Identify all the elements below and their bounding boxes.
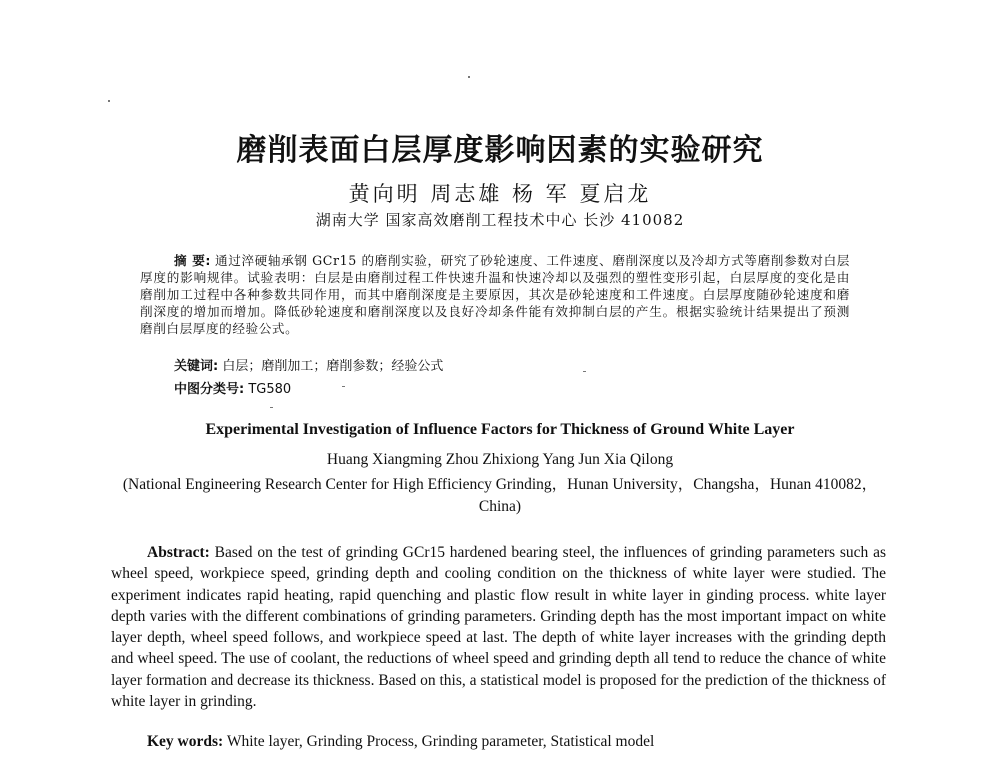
keywords-cn [174, 355, 443, 374]
paper-title-en: Experimental Investigation of Influence Factors for Thickness of Ground White Layer [205, 421, 795, 438]
classification-code: TG580 [248, 382, 292, 397]
abstract-en-text: Based on the test of grinding GCr15 hardened bearing steel, the influences of grinding parameters such as wheel speed, workpiece speed, grinding depth and cooling condition on the thickness of white layer were studied. The experiment indicates rapid heating, rapid quenching and plastic flow result in white layer in ginding process. white layer depth varies with the different combinations of grinding parameters. Grinding depth has the most important impact on white layer depth, wheel speed follows, and workpiece speed at last. The depth of white layer increases with the grinding depth and wheel speed. The use of coolant, the reductions of wheel speed and grinding depth all tend to reduce the chance of white layer formation and decrease its thickness. Based on this, a statistical model is proposed for the prediction of the thickness of white layer in grinding. [111, 544, 887, 711]
keywords-cn-text: 白层；磨削加工；磨削参数；经验公式 [222, 359, 444, 374]
classification-cn [174, 378, 291, 397]
scan-speck [583, 371, 586, 372]
scan-speck [342, 386, 345, 387]
abstract-cn-label: 摘 要: [174, 253, 212, 268]
affiliation-en: (National Engineering Research Center for High Efficiency Grinding，Hunan University，Changsha，Hunan 410082，China) [122, 476, 878, 515]
abstract-cn [140, 252, 850, 337]
classification-label: 中图分类号: [174, 382, 245, 397]
scan-speck [270, 407, 273, 408]
affiliation-cn: 湖南大学 国家高效磨削工程技术中心 长沙 410082 [315, 211, 685, 229]
keywords-en-label: Key words: [147, 733, 224, 750]
scan-speck [468, 76, 470, 78]
scan-speck [108, 100, 110, 102]
keywords-cn-label: 关键词: [174, 359, 219, 374]
abstract-cn-text: 通过淬硬轴承钢 GCr15 的磨削实验，研究了砂轮速度、工件速度、磨削深度以及冷却方式等磨削参数对白层厚度的影响规律。试验表明：白层是由磨削过程工件快速升温和快速冷却以及强烈的塑性变形引起，白层厚度的变化是由磨削加工过程中各种参数共同作用，而其中磨削深度是主要原因，其次是砂轮速度和工件速度。白层厚度随砂轮速度和磨削深度的增加而增加。降低砂轮速度和磨削深度以及良好冷却条件能有效抑制白层的产生。根据实验统计结果提出了预测磨削白层厚度的经验公式。 [140, 253, 850, 336]
paper-title-cn: 磨削表面白层厚度影响因素的实验研究 [236, 133, 764, 168]
keywords-en [147, 733, 654, 751]
authors-en: Huang Xiangming Zhou Zhixiong Yang Jun Xia Qilong [326, 451, 674, 468]
keywords-en-text: White layer, Grinding Process, Grinding parameter, Statistical model [226, 733, 655, 750]
authors-cn: 黄向明 周志雄 杨 军 夏启龙 [348, 182, 652, 206]
abstract-en [111, 542, 886, 712]
abstract-en-label: Abstract: [147, 544, 210, 561]
